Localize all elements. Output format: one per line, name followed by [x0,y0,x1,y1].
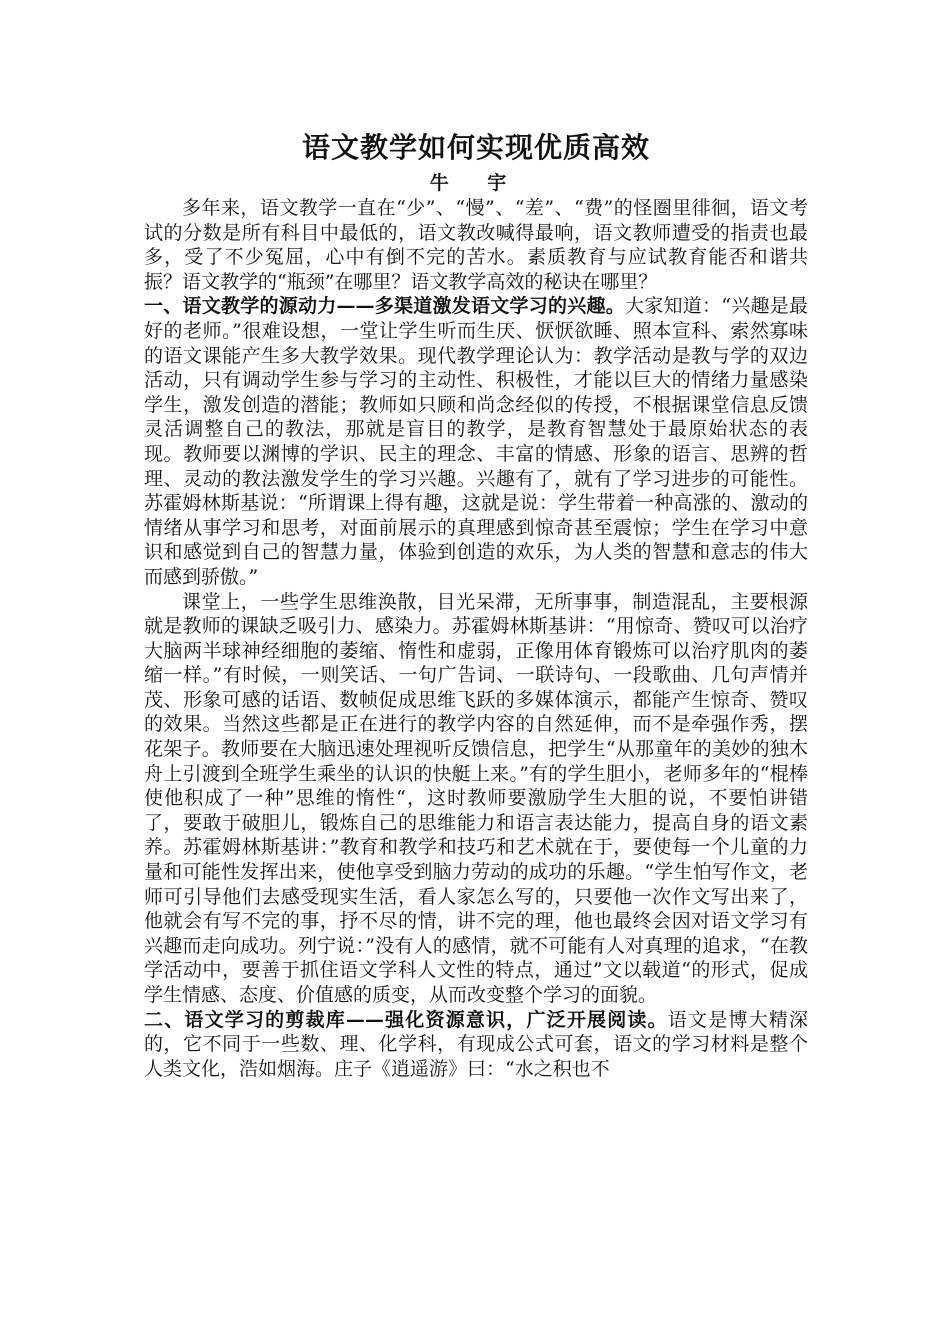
document-author: 牛 宇 [429,172,523,194]
section-1-heading: 一、语文教学的源动力——多渠道激发语文学习的兴趣。 [144,295,626,318]
document-page [144,128,808,1081]
section-2-text: 语文是博大精深的，它不同于一些数、理、化学科，有现成公式可套，语文的学习材料是整个人类文化，浩如烟海。庄子《逍遥游》曰：“水之积也不 [144,1008,808,1080]
document-title: 语文教学如何实现优质高效 [301,131,650,164]
section-2-heading: 二、语文学习的剪裁库——强化资源意识，广泛开展阅读。 [144,1008,668,1031]
intro-paragraph: 多年来，语文教学一直在“少”、“慢”、“差”、“费”的怪圈里徘徊，语文考试的分数是所有科目中最低的，语文教改喊得最响，语文教师遭受的指责也最多，受了不少冤屈，心中有倒不完的苦水。素质教育与应试教育能否和谐共振？语文教学的“瓶颈”在哪里？语文教学高效的秘诀在哪里？ [144,197,808,293]
section-1-paragraph-2: 课堂上，一些学生思维涣散，目光呆滞，无所事事，制造混乱，主要根源就是教师的课缺乏吸引力、感染力。苏霍姆林斯基讲：“用惊奇、赞叹可以治疗大脑两半球神经细胞的萎缩、惰性和虚弱，正像用体育锻炼可以治疗肌肉的萎缩一样。”有时候，一则笑话、一句广告词、一联诗句、一段歌曲、几句声情并茂、形象可感的话语、数帧促成思维飞跃的多媒体演示，都能产生惊奇、赞叹的效果。当然这些都是正在进行的教学内容的自然延伸，而不是牵强作秀，摆花架子。教师要在大脑迅速处理视听反馈信息，把学生“从那童年的美妙的独木舟上引渡到全班学生乘坐的认识的快艇上来。”有的学生胆小，老师多年的“棍棒使他积成了一种”思维的惰性“，这时教师要激励学生大胆的说，不要怕讲错了，要敢于破胆儿，锻炼自己的思维能力和语言表达能力，提高自身的语文素养。苏霍姆林斯基讲：”教育和教学和技巧和艺术就在于，要使每一个儿童的力量和可能性发挥出来，使他享受到脑力劳动的成功的乐趣。“学生怕写作文，老师可引导他们去感受现实生活，看人家怎么写的，只要他一次作文写出来了，他就会有写不完的事，抒不尽的情，讲不完的理，他也最终会因对语文学习有兴趣而走向成功。列宁说：”没有人的感情，就不可能有人对真理的追求，“在教学活动中，要善于抓住语文学科人文性的特点，通过”文以载道“的形式，促成学生情感、态度、价值感的质变，从而改变整个学习的面貌。 [144,590,808,1006]
section-1-paragraph [144,294,808,589]
section-2-paragraph [144,1008,808,1082]
section-1-text: 大家知道：“兴趣是最好的老师。”很难设想，一堂让学生听而生厌、恹恹欲睡、照本宣科、索然寡味的语文课能产生多大教学效果。现代教学理论认为：教学活动是教与学的双边活动，只有调动学生参与学习的主动性、积极性，才能以巨大的情绪力量感染学生，激发创造的潜能；教师如只顾和尚念经似的传授，不根据课堂信息反馈灵活调整自己的教法，那就是盲目的教学，是教育智慧处于最原始状态的表现。教师要以渊博的学识、民主的理念、丰富的情感、形象的语言、思辨的哲理、灵动的教法激发学生的学习兴趣。兴趣有了，就有了学习进步的可能性。苏霍姆林斯基说：“所谓课上得有趣，这就是说：学生带着一种高涨的、激动的情绪从事学习和思考，对面前展示的真理感到惊奇甚至震惊；学生在学习中意识和感觉到自己的智慧力量，体验到创造的欢乐，为人类的智慧和意志的伟大而感到骄傲。” [144,295,808,588]
